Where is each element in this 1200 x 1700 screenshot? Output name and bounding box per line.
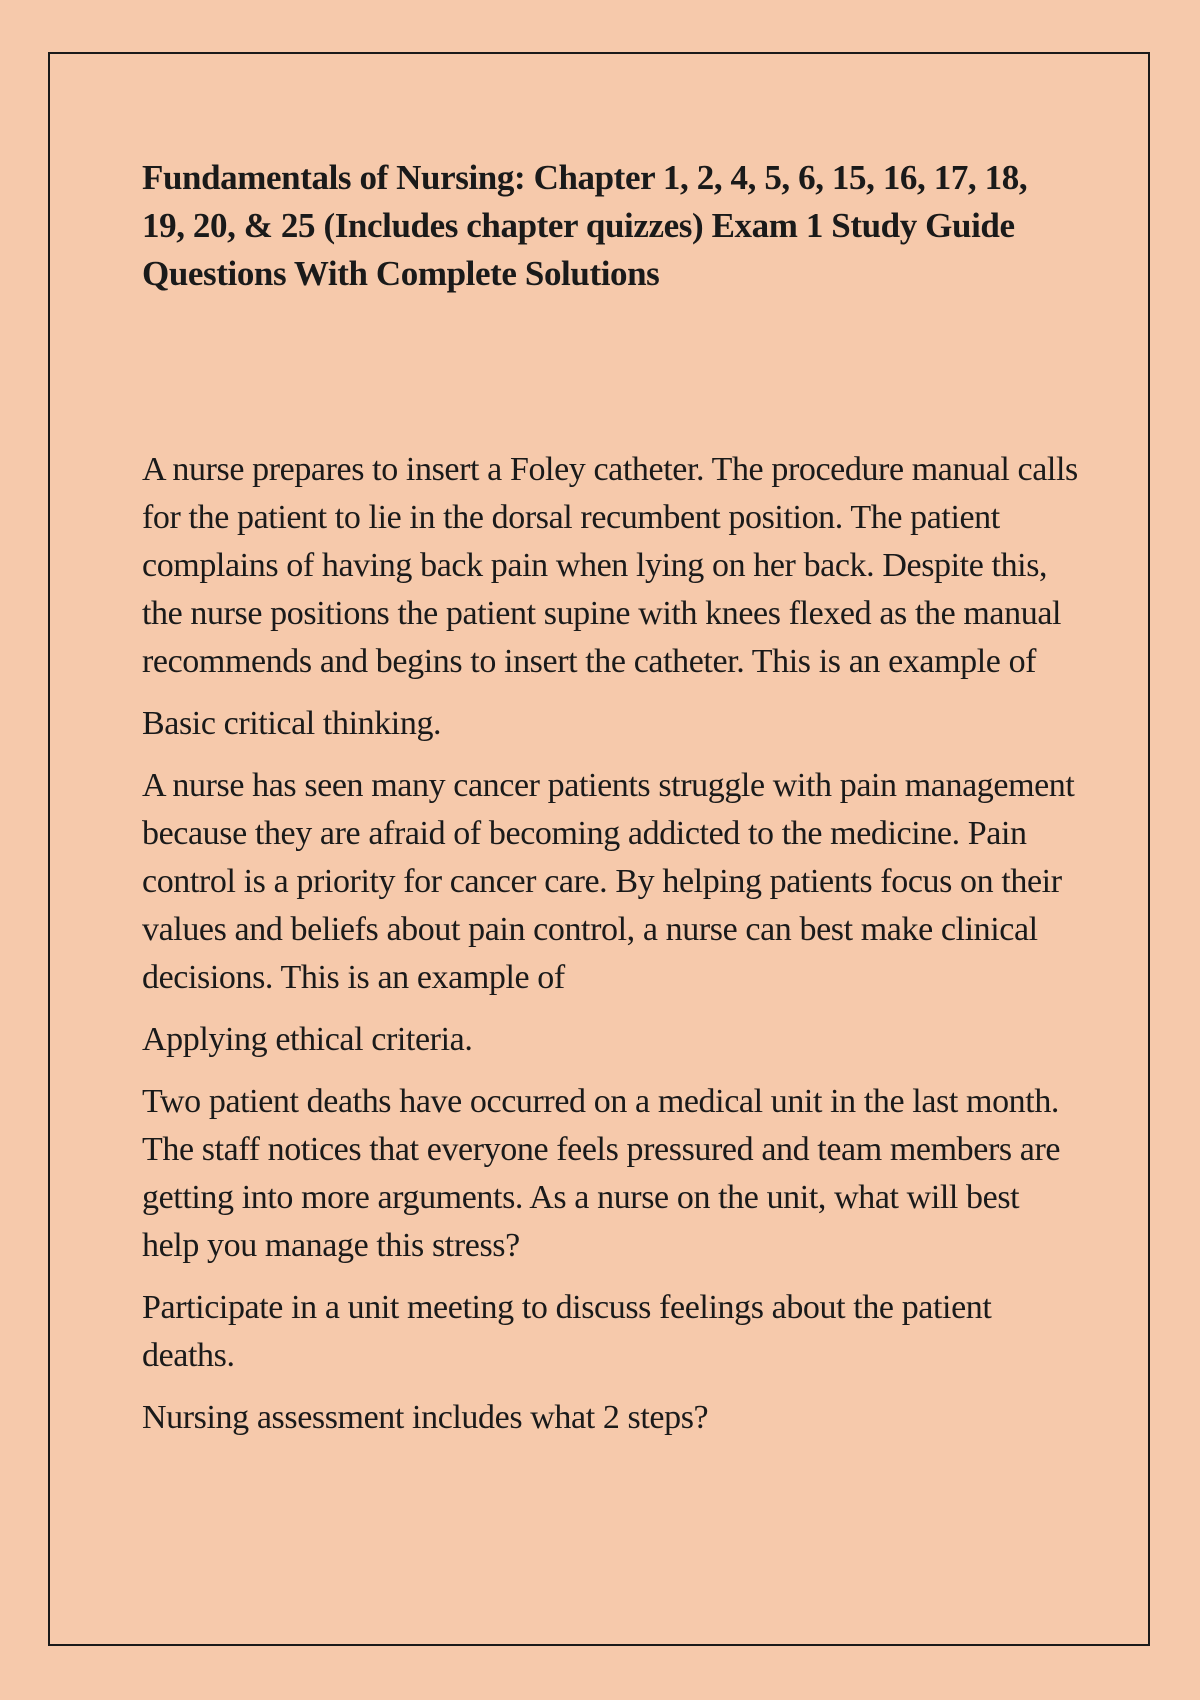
answer-text: Basic critical thinking. [142, 705, 442, 742]
document-title: Fundamentals of Nursing: Chapter 1, 2, 4, 5, 6, 15, 16, 17, 18, 19, 20, & 25 (Includes chapter quizzes) Exam 1 Study Guide Questions With Complete Solutions [142, 158, 1028, 293]
question-text: Two patient deaths have occurred on a medical unit in the last month. The staff notices that everyone feels pressured and team members are getting into more arguments. As a nurse on the unit, what will best help you manage this stress? [142, 1083, 1061, 1264]
study-guide-body [142, 446, 1082, 1456]
answer-text: Applying ethical criteria. [142, 1021, 473, 1058]
answer-text: Participate in a unit meeting to discuss feelings about the patient deaths. [142, 1289, 992, 1374]
question-text: A nurse prepares to insert a Foley catheter. The procedure manual calls for the patient to lie in the dorsal recumbent position. The patient complains of having back pain when lying on her back. Despite this, the nurse positions the patient supine with knees flexed as the manual recommends and begins to insert the catheter. This is an example of [142, 451, 1078, 680]
question-text: Nursing assessment includes what 2 steps? [142, 1399, 709, 1436]
question-text: A nurse has seen many cancer patients struggle with pain management because they are afraid of becoming addicted to the medicine. Pain control is a priority for cancer care. By helping patients focus on their values and beliefs about pain control, a nurse can best make clinical decisions. This is an example of [142, 767, 1075, 996]
